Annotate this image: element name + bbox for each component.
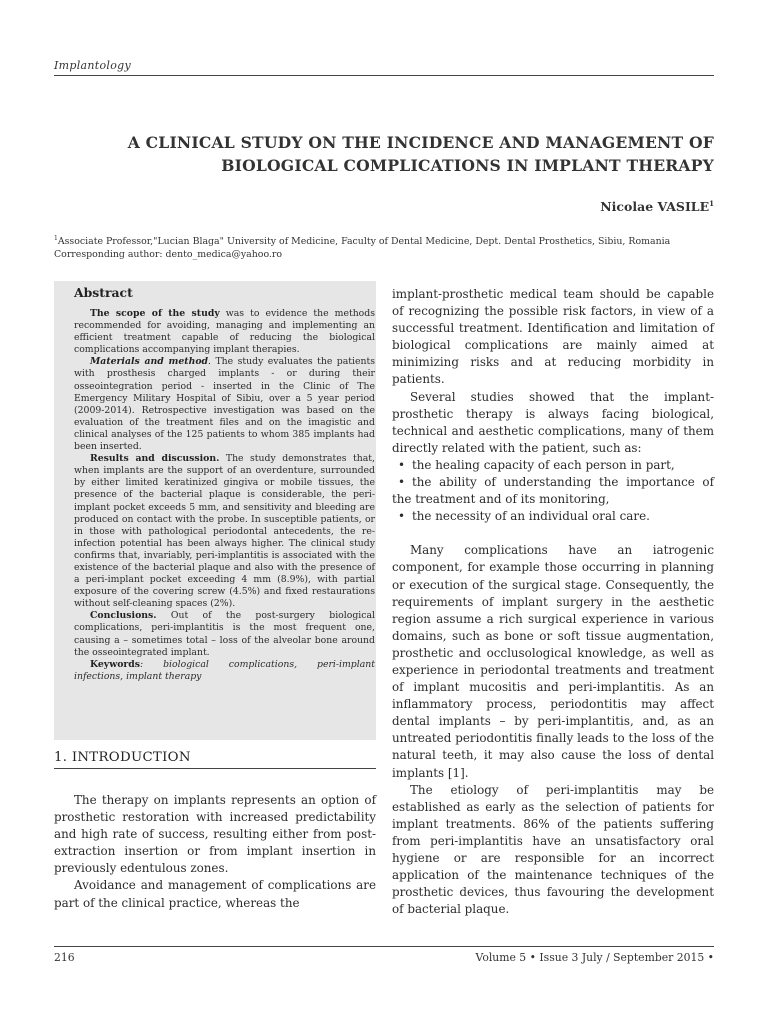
right-column-text: [392, 286, 714, 918]
bullet-icon: •: [398, 509, 406, 524]
affiliation-block: [54, 233, 714, 261]
abstract-methods: [74, 356, 375, 453]
right-paragraph-4: The etiology of peri-implantitis may be established as early as the selection of patients for implant treatments. 86% of the patients suffering from peri-implantitis have an unsatisfactory oral hygiene or are responsible for an incorrect application of the maintenance techniques of the prosthetic devices, thus favouring the development of bacterial plaque.: [392, 782, 714, 917]
introduction-heading: 1. INTRODUCTION: [54, 750, 191, 765]
bullet-icon: •: [398, 475, 406, 490]
title-line-2: BIOLOGICAL COMPLICATIONS IN IMPLANT THERAPY: [221, 156, 714, 175]
affiliation-text: Associate Professor,"Lucian Blaga" University of Medicine, Faculty of Dental Medicine, Dept. Dental Prosthetics, Sibiu, Romania: [57, 236, 671, 248]
title-line-1: A CLINICAL STUDY ON THE INCIDENCE AND MANAGEMENT OF: [127, 133, 714, 152]
corresponding-author: Corresponding author: dento_medica@yahoo.ro: [54, 248, 283, 260]
abstract-body: [74, 308, 375, 683]
author-text: Nicolae VASILE: [600, 199, 710, 215]
methods-label: Materials and method: [90, 356, 209, 368]
list-item: • the ability of understanding the importance of the treatment and of its monitoring,: [392, 475, 714, 507]
introduction-rule: [54, 768, 376, 769]
paragraph-gap: [392, 525, 714, 542]
list-item: • the healing capacity of each person in part,: [392, 457, 714, 474]
abstract-results: [74, 453, 375, 610]
intro-paragraph-1: The therapy on implants represents an option of prosthetic restoration with increased predictability and high rate of success, resulting either from post-extraction insertion or from implant insertion in previously edentulous zones.: [54, 793, 376, 876]
intro-paragraph-2: Avoidance and management of complications are part of the clinical practice, whereas the: [54, 878, 376, 910]
abstract-conclusions: [74, 610, 375, 658]
right-paragraph-1: implant-prosthetic medical team should be capable of recognizing the possible risk factors, in view of a successful treatment. Identification and limitation of biological complications are mainly aimed at minimizing risks and at reducing morbidity in patients.: [392, 287, 714, 387]
right-paragraph-3: Many complications have an iatrogenic component, for example those occurring in planning or execution of the surgical stage. Consequently, the requirements of implant surgery in the aesthetic region assume a rich surgical experience in various domains, such as bone or soft tissue augmentation, prosthetic and occlusological knowledge, as well as experience in periodontal treatments and treatment of implant mucositis and peri-implantitis. As an inflammatory process, periodontitis may affect dental implants – by peri-implantitis, and, as an untreated periodontitis finally leads to the loss of the natural teeth, it may also cause the loss of dental implants [1].: [392, 543, 714, 780]
affiliation-sup: 1: [54, 235, 58, 242]
results-text: The study demonstrates that, when implants are the support of an overdenture, surrounded by either limited keratinized gingiva or mobile tissues, the presence of the bacterial plaque is considerable, the peri-implant pocket exceeds 5 mm, and sensitivity and bleeding are produced on contact with the probe. In susceptible patients, or in those with pathological periodontal antecedents, the re-infection potential has been always higher. The clinical study confirms that, invariably, peri-implantitis is associated with the existence of the bacterial plaque and also with the presence of a peri-implant pocket exceeding 4 mm (8.9%), with partial exposure of the covering screw (4.5%) and fixed restaurations without self-cleaning spaces (2%).: [74, 453, 375, 610]
right-paragraph-2: Several studies showed that the implant-prosthetic therapy is always facing biological, technical and aesthetic complications, many of them directly related with the patient, such as:: [392, 389, 714, 455]
methods-text: . The study evaluates the patients with prosthesis charged implants - or during their osseointegration period - inserted in the Clinic of The Emergency Military Hospital of Sibiu, over a 5 year period (2009-2014). Retrospective investigation was based on the evaluation of the treatment files and on the imagistic and clinical analyses of the 125 patients to whom 385 implants had been inserted.: [74, 356, 375, 453]
bullet-icon: •: [398, 457, 406, 472]
abstract-heading: Abstract: [74, 285, 133, 300]
abstract-scope: [74, 308, 375, 356]
conclusions-text: Out of the post-surgery biological complications, peri-implantitis is the most frequent one, causing a – sometimes total – loss of the alveolar bone around the osseointegrated implant.: [74, 610, 375, 658]
results-label: Results and discussion.: [90, 453, 220, 465]
keywords-text: : biological complications, peri-implant infections, implant therapy: [74, 658, 375, 682]
page-number: 216: [54, 951, 75, 964]
factor-list: [392, 457, 714, 525]
header-rule: [54, 75, 714, 76]
affiliation-line: [54, 233, 714, 249]
scope-text: was to evidence the methods recommended for avoiding, managing and implementing an efficient treatment capable of reducing the biological complications accompanying implant therapies.: [74, 308, 376, 356]
abstract-keywords: [74, 659, 375, 683]
article-title: [54, 131, 714, 177]
author-sup: 1: [709, 199, 714, 208]
list-item: • the necessity of an individual oral care.: [392, 508, 714, 525]
left-column-text: [54, 792, 376, 912]
footer-rule: [54, 946, 714, 947]
journal-issue: Volume 5 • Issue 3 July / September 2015 •: [475, 951, 714, 964]
author-name: [54, 199, 714, 214]
conclusions-label: Conclusions.: [90, 610, 157, 622]
scope-label: The scope of the study: [90, 308, 220, 319]
keywords-label: Keywords: [90, 658, 141, 670]
running-header-section: Implantology: [54, 59, 132, 72]
